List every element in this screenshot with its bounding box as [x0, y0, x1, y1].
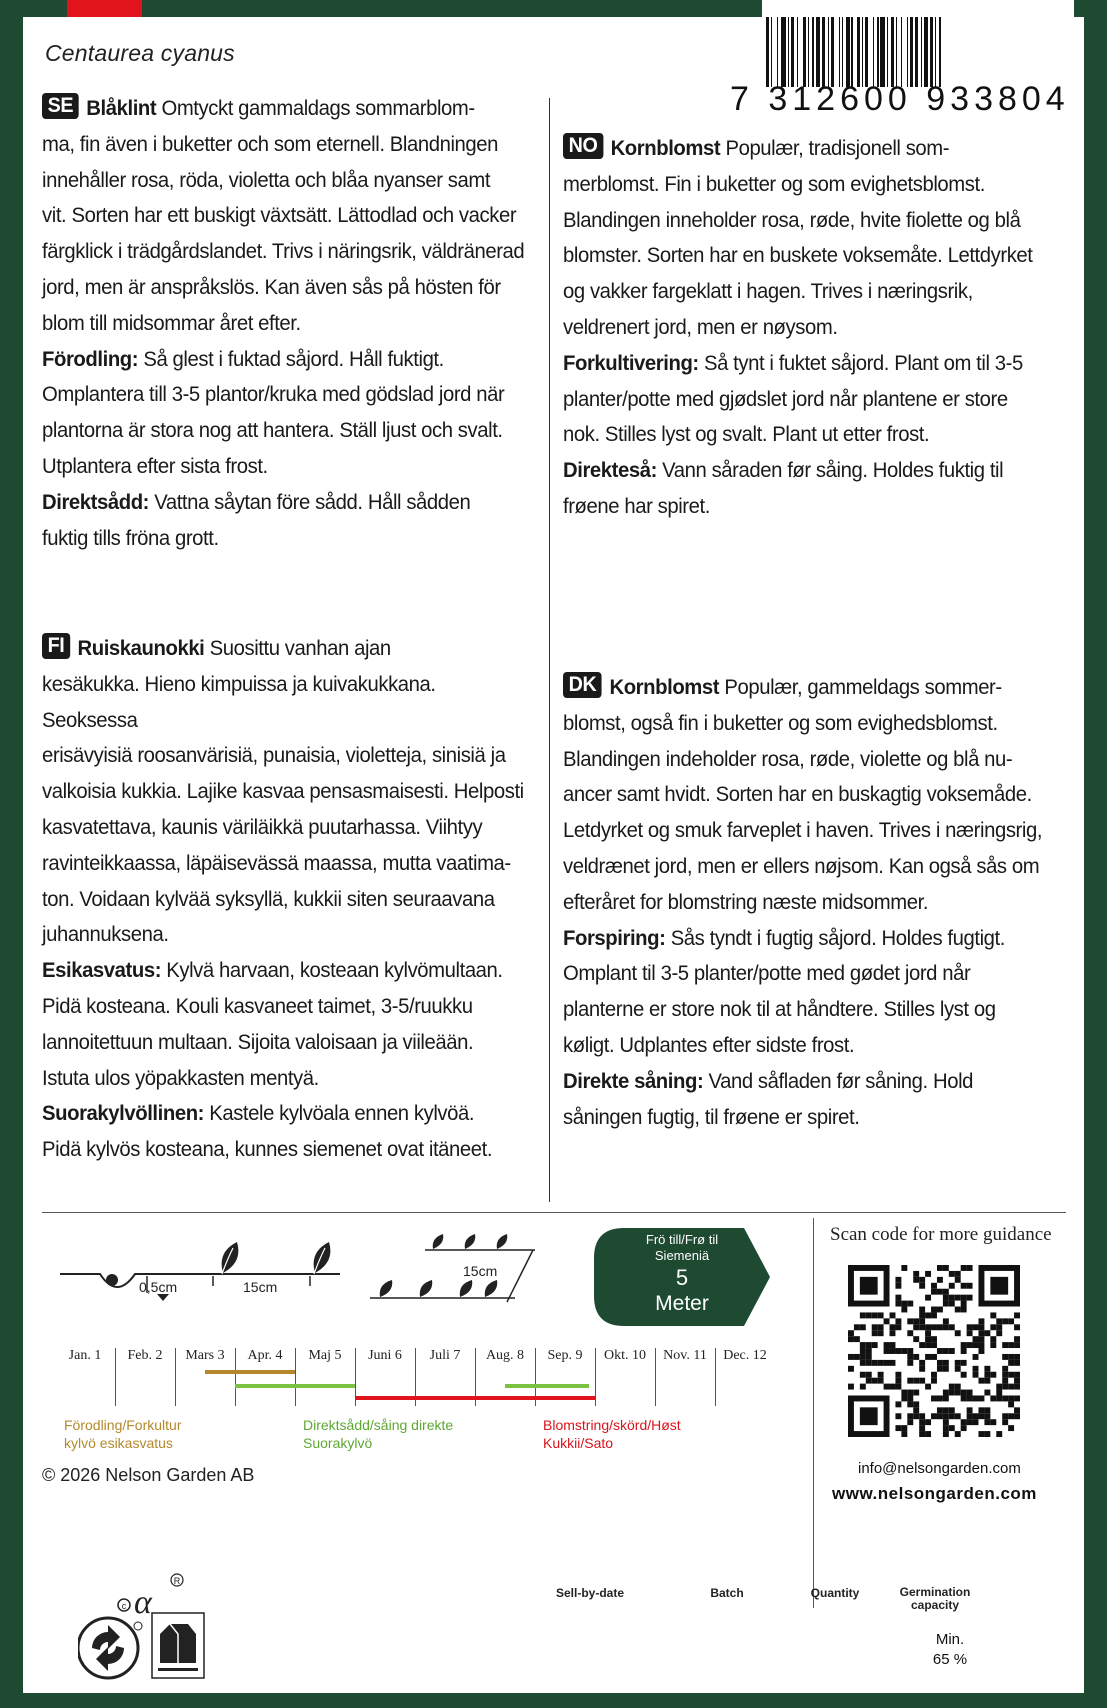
line: og vakker fargeklatt i hagen. Trives i næringsrik, — [563, 278, 973, 304]
depth-label: 0,5cm — [139, 1279, 178, 1295]
line: merblomst. Fin i buketter og som evighetsblomst. — [563, 170, 985, 196]
copyright: © 2026 Nelson Garden AB — [42, 1465, 255, 1485]
line: Omplant til 3-5 planter/potte med gødet jord når — [563, 960, 971, 986]
section-fi — [42, 630, 531, 1167]
line: Blandingen indeholder rosa, røde, violette og blå nu- — [563, 745, 1013, 771]
legend-direct-2: Suorakylvö — [303, 1435, 373, 1451]
month-label: Aug. 8 — [485, 1348, 525, 1363]
name-dk: Kornblomst — [609, 674, 720, 699]
heading-pre-fi: Esikasvatus: — [42, 957, 162, 983]
month-label: Feb. 2 — [127, 1348, 163, 1363]
line: planterne er store nok til at håndtere. Stilles lyst og — [563, 996, 996, 1022]
legend-pre-2: kylvö esikasvatus — [64, 1435, 173, 1451]
svg-text:c: c — [121, 1601, 127, 1611]
section-divider — [42, 1212, 1066, 1213]
line: Istuta ulos yöpakkasten mentyä. — [42, 1064, 319, 1090]
lang-badge-se: SE — [42, 93, 79, 119]
qr-divider — [813, 1218, 814, 1608]
germination-percent: 65 % — [932, 1651, 968, 1668]
line: erisävyisiä roosanvärisiä, punaisia, violetteja, sinisiä ja — [42, 742, 506, 768]
month-divider — [595, 1348, 596, 1406]
calendar-period-bar — [505, 1384, 589, 1388]
line: vit. Sorten har ett buskigt växtsätt. Lättodlad och vacker — [42, 202, 517, 228]
red-tab — [67, 0, 142, 17]
spacing-label-2: 15cm — [463, 1263, 498, 1279]
heading-direct-fi: Suorakylvöllinen: — [42, 1100, 205, 1126]
intro-no: Populær, tradisjonell som- — [720, 135, 950, 160]
month-divider — [115, 1348, 116, 1406]
quantity-label: Quantity — [810, 1586, 860, 1600]
line: Vattna såytan före sådd. Håll sådden — [149, 488, 471, 514]
column-divider — [549, 98, 550, 1202]
month-divider — [175, 1348, 176, 1406]
seeds-unit: Meter — [655, 1292, 709, 1315]
month-label: Okt. 10 — [604, 1348, 646, 1363]
line: veldrenert jord, men er nøysom. — [563, 313, 838, 339]
lang-badge-fi: FI — [42, 633, 70, 659]
legend-pre — [64, 1416, 182, 1452]
month-label: Apr. 4 — [247, 1348, 283, 1363]
line: ancer samt hvidt. Sorten har en buskagtig voksemåde. — [563, 781, 1032, 807]
line: Kastele kylvöala ennen kylvöä. — [204, 1100, 475, 1126]
line: innehåller rosa, röda, violetta och blåa nyanser samt — [42, 166, 491, 192]
name-fi: Ruiskaunokki — [77, 635, 205, 660]
legend-bloom-1: Blomstring/skörd/Høst — [543, 1417, 681, 1433]
section-se — [42, 90, 531, 555]
line: juhannuksena. — [42, 921, 169, 947]
line: ravinteikkaassa, läpäisevässä maassa, mutta vaatima- — [42, 849, 511, 875]
svg-text:α: α — [134, 1584, 152, 1621]
line: Pidä kosteana. Kouli kasvaneet taimet, 3-5/ruukku — [42, 992, 473, 1018]
line: ton. Voidaan kylvää syksyllä, kukkii siten seuraavana — [42, 885, 495, 911]
germination-value — [920, 1630, 980, 1670]
line: efteråret for blomstring næste midsommer. — [563, 888, 929, 914]
depth-diagram — [60, 1242, 340, 1301]
intro-se: Omtyckt gammaldags sommarblom- — [156, 95, 475, 120]
month-label: Mars 3 — [185, 1348, 225, 1363]
month-label: Sep. 9 — [547, 1348, 583, 1363]
sell-by-label: Sell-by-date — [555, 1586, 624, 1600]
line: Så tynt i fuktet såjord. Plant om til 3-5 — [698, 349, 1023, 375]
latin-name: Centaurea cyanus — [45, 40, 235, 66]
section-no — [563, 130, 1052, 524]
line: Sås tyndt i fugtig såjord. Holdes fugtigt. — [665, 924, 1005, 950]
legend-direct-1: Direktsådd/såing direkte — [303, 1417, 454, 1433]
legend-bloom-2: Kukkii/Sato — [543, 1435, 614, 1451]
germination-label — [895, 1586, 975, 1612]
seeds-label-1: Frö till/Frø til — [645, 1232, 719, 1247]
line: planter/potte med gjødslet jord når plantene er store — [563, 385, 1008, 411]
germination-label-2: capacity — [910, 1598, 960, 1612]
name-se: Blåklint — [86, 95, 157, 120]
legend-direct — [303, 1416, 453, 1452]
qr-code[interactable] — [848, 1265, 1020, 1437]
month-label: Maj 5 — [308, 1348, 342, 1363]
line: Vand såfladen før såning. Hold — [703, 1067, 974, 1093]
barcode-number: 7 312600 933804 — [730, 80, 1070, 118]
line: jord, men är anspråkslös. Kan även sås på hösten för — [42, 273, 501, 299]
month-label: Juni 6 — [368, 1348, 402, 1363]
depth-arrow-icon — [157, 1294, 169, 1301]
legend-bloom — [543, 1416, 681, 1452]
packaging-symbols — [78, 1568, 238, 1683]
spacing-diagram — [370, 1234, 535, 1302]
month-label: Nov. 11 — [663, 1348, 707, 1363]
line: Kylvä harvaan, kosteaan kylvömultaan. — [161, 957, 503, 983]
seeds-label-2: Siemeniä — [654, 1248, 710, 1263]
intro-dk: Populær, gammeldags sommer- — [719, 674, 1002, 699]
seedling-icon — [314, 1242, 331, 1274]
line: Så glest i fuktad såjord. Håll fuktigt. — [138, 345, 444, 371]
legend-pre-1: Förodling/Forkultur — [64, 1417, 182, 1433]
month-divider — [235, 1348, 236, 1406]
line: veldrænet jord, men er ellers nøjsom. Kan også sås om — [563, 852, 1040, 878]
line: såningen fugtig, til frøene er spiret. — [563, 1103, 860, 1129]
calendar-period-bar — [235, 1384, 355, 1388]
line: Vann såraden før såing. Holdes fuktig til — [656, 457, 1004, 483]
line: blomst, også fin i buketter og som evighedsblomst. — [563, 709, 998, 735]
line: plantorna är stora nog att hantera. Ställ ljust och svalt. — [42, 417, 503, 443]
heading-pre-no: Forkultivering: — [563, 349, 699, 375]
heading-direct-no: Direkteså: — [563, 457, 657, 483]
line: kesäkukka. Hieno kimpuissa ja kuivakukkana. Seoksessa — [42, 670, 436, 732]
barcode-bars — [766, 17, 1066, 87]
heading-pre-dk: Forspiring: — [563, 924, 666, 950]
line: blom till midsommar året efter. — [42, 309, 301, 335]
line: køligt. Udplantes efter sidste frost. — [563, 1031, 855, 1057]
name-no: Kornblomst — [610, 135, 721, 160]
heading-direct-dk: Direkte såning: — [563, 1067, 704, 1093]
green-dot-recycling-icon — [78, 1618, 142, 1678]
germination-min: Min. — [935, 1631, 965, 1648]
germination-label-1: Germination — [899, 1585, 971, 1599]
batch-label: Batch — [710, 1586, 744, 1600]
line: blomster. Sorten har en buskete voksemåte. Lettdyrket — [563, 242, 1033, 268]
line: färgklick i trädgårdslandet. Trivs i näringsrik, väldränerad — [42, 238, 525, 264]
month-label: Dec. 12 — [723, 1348, 767, 1363]
website-link[interactable]: www.nelsongarden.com — [832, 1484, 1037, 1503]
line: Blandingen inneholder rosa, røde, hvite fiolette og blå — [563, 206, 1021, 232]
month-label: Juli 7 — [429, 1348, 461, 1363]
spacing-label-1: 15cm — [243, 1279, 278, 1295]
line: Letdyrket og smuk farveplet i haven. Trives i næringsrig, — [563, 817, 1043, 843]
calendar-period-bar — [205, 1370, 295, 1374]
sowing-calendar — [55, 1348, 765, 1406]
month-divider — [295, 1348, 296, 1406]
line: nok. Stilles lyst og svalt. Plant ut etter frost. — [563, 421, 930, 447]
line: frøene har spiret. — [563, 492, 710, 518]
line: valkoisia kukkia. Lajike kasvaa pensasmaisesti. Helposti — [42, 778, 524, 804]
seedling-icon — [222, 1242, 239, 1274]
seeds-per-meter-text — [594, 1232, 770, 1316]
line: kasvatettava, kaunis väriläikkä puutarhassa. Viihtyy — [42, 813, 483, 839]
month-divider — [655, 1348, 656, 1406]
line: lannoitettuun multaan. Sijoita valoisaan ja viileään. — [42, 1028, 474, 1054]
line: fuktig tills fröna grott. — [42, 524, 219, 550]
lang-badge-dk: DK — [563, 672, 602, 698]
seed-icon — [106, 1274, 118, 1286]
month-divider — [715, 1348, 716, 1406]
line: Utplantera efter sista frost. — [42, 452, 268, 478]
month-label: Jan. 1 — [68, 1348, 102, 1363]
line: Pidä kylvös kosteana, kunnes siemenet ovat itäneet. — [42, 1136, 493, 1162]
intro-fi: Suosittu vanhan ajan — [204, 635, 391, 660]
scan-instruction: Scan code for more guidance — [830, 1224, 1052, 1245]
heading-direct-se: Direktsådd: — [42, 488, 150, 514]
calendar-period-bar — [355, 1396, 595, 1400]
heading-pre-se: Förodling: — [42, 345, 139, 371]
email-link[interactable]: info@nelsongarden.com — [858, 1460, 1021, 1477]
seeds-value: 5 — [675, 1265, 689, 1290]
line: ma, fin även i buketter och som eternell. Blandningen — [42, 130, 499, 156]
lang-badge-no: NO — [563, 133, 603, 159]
line: Omplantera till 3-5 plantor/kruka med gödslad jord när — [42, 381, 505, 407]
section-dk — [563, 669, 1052, 1134]
svg-text:R: R — [173, 1576, 181, 1586]
paper-packaging-icon — [152, 1613, 204, 1678]
